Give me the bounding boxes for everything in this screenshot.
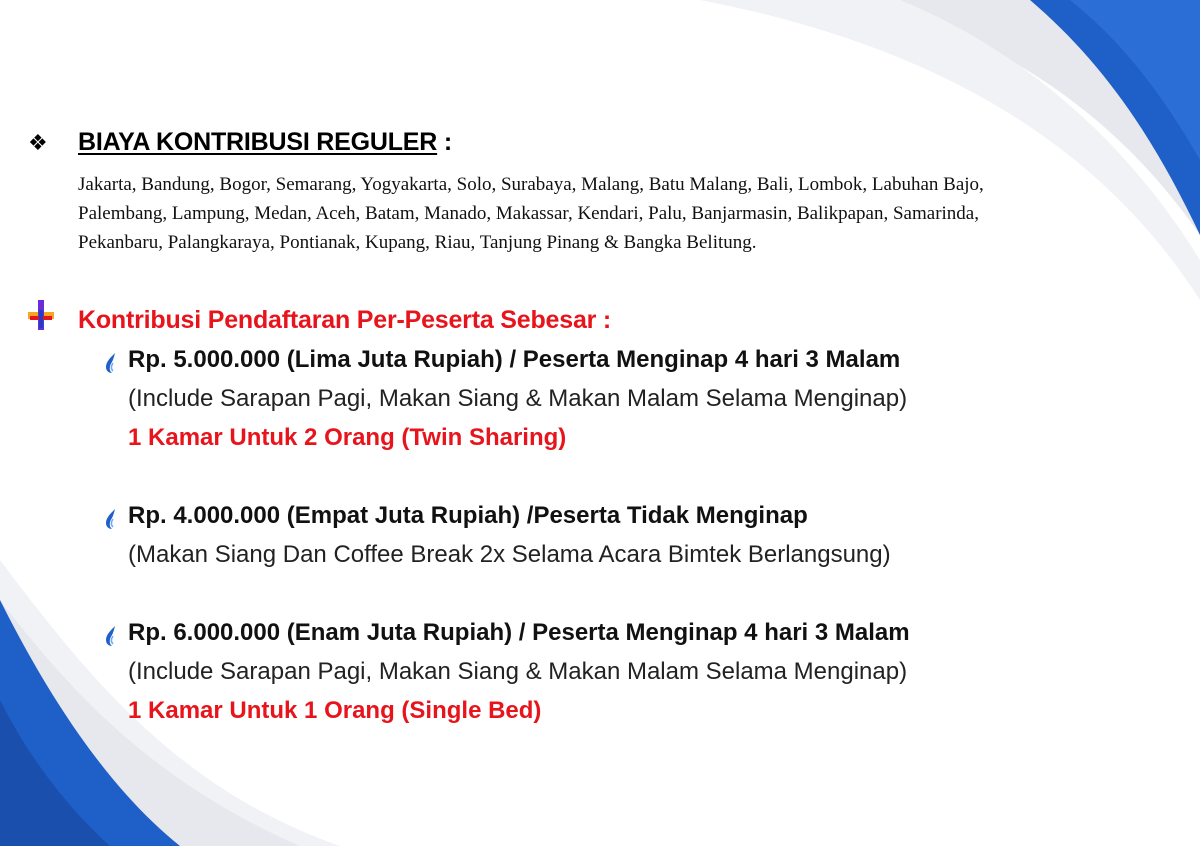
regular-contribution-heading — [78, 128, 452, 157]
droplet-icon — [104, 352, 122, 374]
detail-line: (Include Sarapan Pagi, Makan Siang & Makan Malam Selama Menginap) — [128, 658, 908, 685]
registration-contribution-heading: Kontribusi Pendaftaran Per-Peserta Sebesar : — [78, 306, 612, 334]
price-line: Rp. 5.000.000 (Lima Juta Rupiah) / Peserta Menginap 4 hari 3 Malam — [128, 346, 901, 373]
city-list — [78, 170, 1178, 257]
city-list-line: Pekanbaru, Palangkaraya, Pontianak, Kupang, Riau, Tanjung Pinang & Bangka Belitung. — [78, 232, 757, 253]
droplet-icon — [104, 625, 122, 647]
regular-contribution-title-suffix: : — [437, 128, 453, 156]
droplet-icon — [104, 508, 122, 530]
price-line: Rp. 6.000.000 (Enam Juta Rupiah) / Peserta Menginap 4 hari 3 Malam — [128, 619, 910, 646]
room-line: 1 Kamar Untuk 2 Orang (Twin Sharing) — [128, 424, 567, 451]
price-line: Rp. 4.000.000 (Empat Juta Rupiah) /Peserta Tidak Menginap — [128, 502, 808, 529]
city-list-line: Jakarta, Bandung, Bogor, Semarang, Yogyakarta, Solo, Surabaya, Malang, Batu Malang, Bali, Lombok, Labuhan Bajo, — [78, 174, 984, 195]
detail-line: (Include Sarapan Pagi, Makan Siang & Makan Malam Selama Menginap) — [128, 385, 908, 412]
cross-star-bullet-icon — [26, 300, 58, 334]
room-line: 1 Kamar Untuk 1 Orang (Single Bed) — [128, 697, 542, 724]
detail-line: (Makan Siang Dan Coffee Break 2x Selama Acara Bimtek Berlangsung) — [128, 541, 891, 568]
diamond-cluster-bullet-icon: ❖ — [28, 131, 48, 156]
regular-contribution-title: BIAYA KONTRIBUSI REGULER — [78, 128, 438, 156]
city-list-line: Palembang, Lampung, Medan, Aceh, Batam, Manado, Makassar, Kendari, Palu, Banjarmasin, Balikpapan, Samarinda, — [78, 203, 979, 224]
